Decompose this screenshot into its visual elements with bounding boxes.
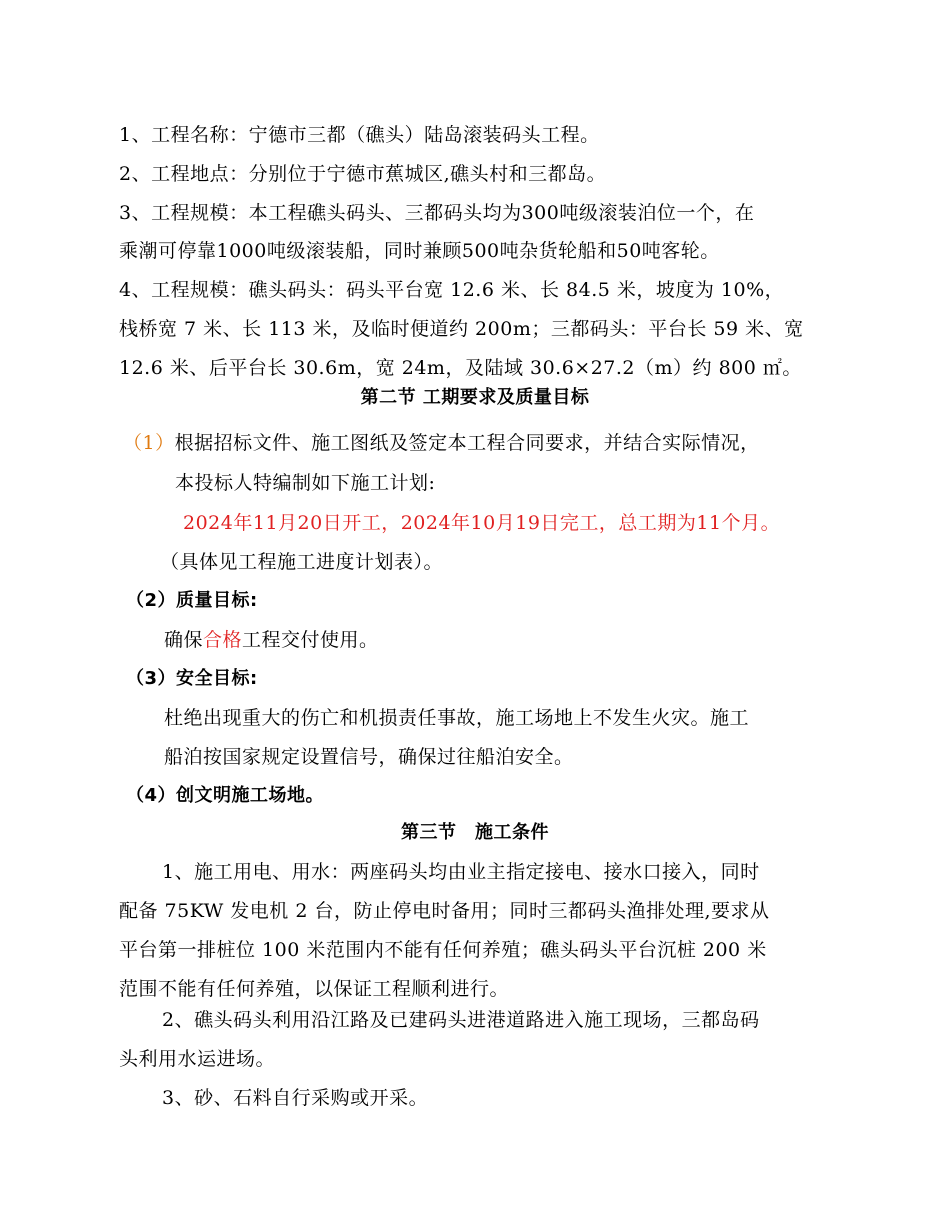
s3-item3: 3、砂、石料自行采购或开采。 bbox=[162, 1087, 429, 1109]
s2-p1-text: 根据招标文件、施工图纸及签定本工程合同要求，并结合实际情况， bbox=[174, 432, 760, 454]
s3-item2-line2: 头利用水运进场。 bbox=[119, 1048, 276, 1070]
s2-p3-heading: （3）安全目标: bbox=[126, 668, 258, 689]
s3-item1-line4: 范围不能有任何养殖，以保证工程顺利进行。 bbox=[119, 978, 510, 1000]
s2-p3-line1: 杜绝出现重大的伤亡和机损责任事故，施工场地上不发生火灾。施工 bbox=[164, 707, 750, 729]
s1-item4-line3: 12.6 米、后平台长 30.6m，宽 24m，及陆域 30.6×27.2（m）约 800 ㎡。 bbox=[119, 357, 802, 379]
section3-heading: 第三节 施工条件 bbox=[401, 822, 549, 843]
s1-item3-line2: 乘潮可停靠1000吨级滚装船，同时兼顾500吨杂货轮船和50吨客轮。 bbox=[119, 240, 720, 262]
s1-item4-line1: 4、工程规模：礁头码头：码头平台宽 12.6 米、长 84.5 米，坡度为 10%， bbox=[119, 279, 785, 301]
s3-item2-line1: 2、礁头码头利用沿江路及已建码头进港道路进入施工现场，三都岛码 bbox=[162, 1009, 760, 1031]
s2-p2-text bbox=[164, 622, 379, 658]
s2-p1-schedule: 2024年11月20日开工，2024年10月19日完工，总工期为11个月。 bbox=[183, 512, 781, 534]
s2-p2-heading: （2）质量目标: bbox=[126, 590, 258, 611]
s3-item1-line2: 配备 75KW 发电机 2 台，防止停电时备用；同时三都码头渔排处理,要求从 bbox=[119, 900, 770, 922]
s1-item2: 2、工程地点：分别位于宁德市蕉城区,礁头村和三都岛。 bbox=[119, 163, 607, 185]
s2-p1-note: （具体见工程施工进度计划表）。 bbox=[160, 551, 444, 573]
s2-p1-line1 bbox=[123, 425, 760, 461]
s3-item1-line1: 1、施工用电、用水：两座码头均由业主指定接电、接水口接入，同时 bbox=[162, 861, 760, 883]
s1-item3-line1: 3、工程规模：本工程礁头码头、三都码头均为300吨级滚装泊位一个，在 bbox=[119, 202, 755, 224]
s2-p2-pre: 确保 bbox=[164, 629, 204, 651]
s2-p2-post: 工程交付使用。 bbox=[242, 629, 379, 651]
section2-heading: 第二节 工期要求及质量目标 bbox=[360, 387, 590, 408]
s1-item1: 1、工程名称：宁德市三都（礁头）陆岛滚装码头工程。 bbox=[119, 124, 600, 146]
s2-p1-number: （1） bbox=[123, 432, 175, 454]
s2-p3-line2: 船泊按国家规定设置信号，确保过往船泊安全。 bbox=[164, 746, 574, 768]
s3-item1-line3: 平台第一排桩位 100 米范围内不能有任何养殖；礁头码头平台沉桩 200 米 bbox=[119, 939, 767, 961]
s2-p4-heading: （4）创文明施工场地。 bbox=[126, 785, 325, 806]
s2-p1-line2: 本投标人特编制如下施工计划: bbox=[175, 472, 436, 494]
s2-p2-highlight: 合格 bbox=[203, 629, 243, 651]
s1-item4-line2: 栈桥宽 7 米、长 113 米，及临时便道约 200m；三都码头：平台长 59 米、宽 bbox=[119, 318, 804, 340]
